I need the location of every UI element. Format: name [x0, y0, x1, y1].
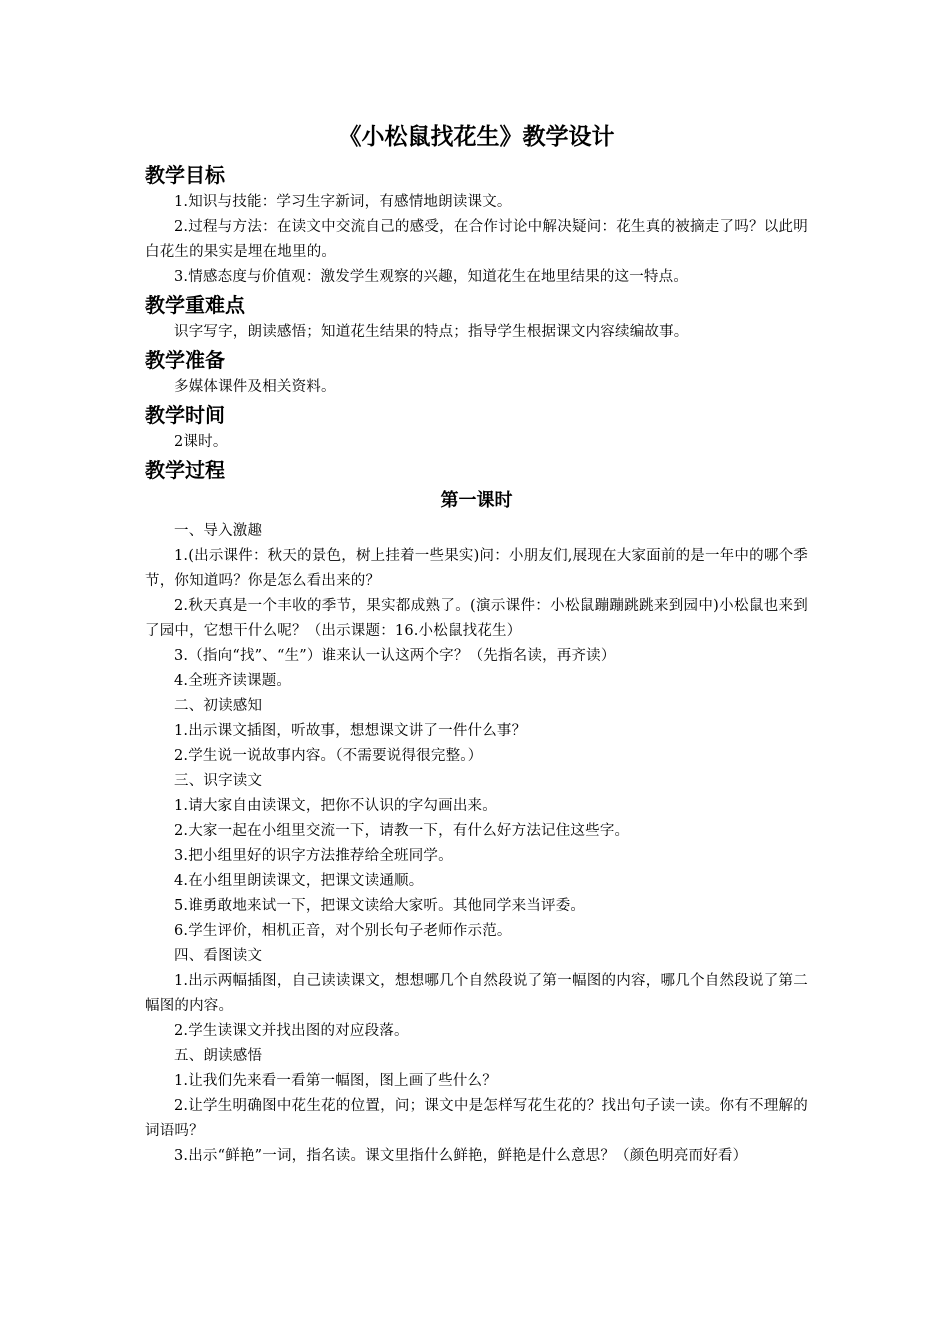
paragraph: 1.出示两幅插图，自己读读课文，想想哪几个自然段说了第一幅图的内容，哪几个自然段说了第二幅图的内容。	[145, 973, 808, 1014]
lesson-step-heading: 三、识字读文	[174, 773, 263, 789]
paragraph: 识字写字，朗读感悟；知道花生结果的特点；指导学生根据课文内容续编故事。	[174, 324, 689, 340]
section-heading-objectives: 教学目标	[145, 163, 225, 187]
paragraph: 4.全班齐读课题。	[174, 673, 292, 689]
paragraph: 1.知识与技能：学习生字新词，有感情地朗读课文。	[174, 194, 512, 210]
paragraph: 2.学生说一说故事内容。（不需要说得很完整。）	[174, 748, 483, 764]
section-heading-preparation: 教学准备	[145, 348, 225, 372]
paragraph: 1.(出示课件：秋天的景色，树上挂着一些果实)问：小朋友们,展现在大家面前的是一年中的哪个季节，你知道吗？你是怎么看出来的？	[145, 548, 808, 589]
lesson-step-heading: 一、导入激趣	[174, 523, 263, 539]
lesson-step-heading: 五、朗读感悟	[174, 1048, 263, 1064]
section-heading-key-points: 教学重难点	[145, 293, 245, 317]
paragraph: 多媒体课件及相关资料。	[174, 379, 336, 395]
paragraph: 6.学生评价，相机正音，对个别长句子老师作示范。	[174, 923, 512, 939]
paragraph: 3.情感态度与价值观：激发学生观察的兴趣，知道花生在地里结果的这一特点。	[174, 269, 689, 285]
paragraph: 1.出示课文插图，听故事，想想课文讲了一件什么事？	[174, 723, 527, 739]
paragraph: 3.把小组里好的识字方法推荐给全班同学。	[174, 848, 453, 864]
paragraph: 2.让学生明确图中花生花的位置，问；课文中是怎样写花生花的？找出句子读一读。你有不理解的词语吗？	[145, 1098, 808, 1139]
paragraph: 4.在小组里朗读课文，把课文读通顺。	[174, 873, 424, 889]
paragraph: 5.谁勇敢地来试一下，把课文读给大家听。其他同学来当评委。	[174, 898, 586, 914]
section-heading-process: 教学过程	[145, 458, 225, 482]
lesson-heading: 第一课时	[440, 490, 513, 511]
paragraph: 2.学生读课文并找出图的对应段落。	[174, 1023, 409, 1039]
paragraph: 2课时。	[174, 434, 228, 450]
paragraph: 2.大家一起在小组里交流一下，请教一下，有什么好方法记住这些字。	[174, 823, 630, 839]
lesson-step-heading: 二、初读感知	[174, 698, 263, 714]
paragraph: 2.秋天真是一个丰收的季节，果实都成熟了。(演示课件：小松鼠蹦蹦跳跳来到园中)小松鼠也来到了园中，它想干什么呢？（出示课题：16.小松鼠找花生）	[145, 598, 808, 639]
paragraph: 3.出示“鲜艳”一词，指名读。课文里指什么鲜艳，鲜艳是什么意思？（颜色明亮而好看）	[174, 1148, 748, 1164]
section-heading-time: 教学时间	[145, 403, 225, 427]
document-title: 《小松鼠找花生》教学设计	[338, 124, 615, 150]
paragraph: 3.（指向“找”、“生”）谁来认一认这两个字？（先指名读，再齐读）	[174, 648, 616, 664]
paragraph: 1.让我们先来看一看第一幅图，图上画了些什么？	[174, 1073, 497, 1089]
document-content	[145, 120, 808, 1169]
lesson-step-heading: 四、看图读文	[174, 948, 263, 964]
paragraph: 2.过程与方法：在读文中交流自己的感受，在合作讨论中解决疑问：花生真的被摘走了吗？以此明白花生的果实是埋在地里的。	[145, 219, 808, 260]
paragraph: 1.请大家自由读课文，把你不认识的字勾画出来。	[174, 798, 497, 814]
